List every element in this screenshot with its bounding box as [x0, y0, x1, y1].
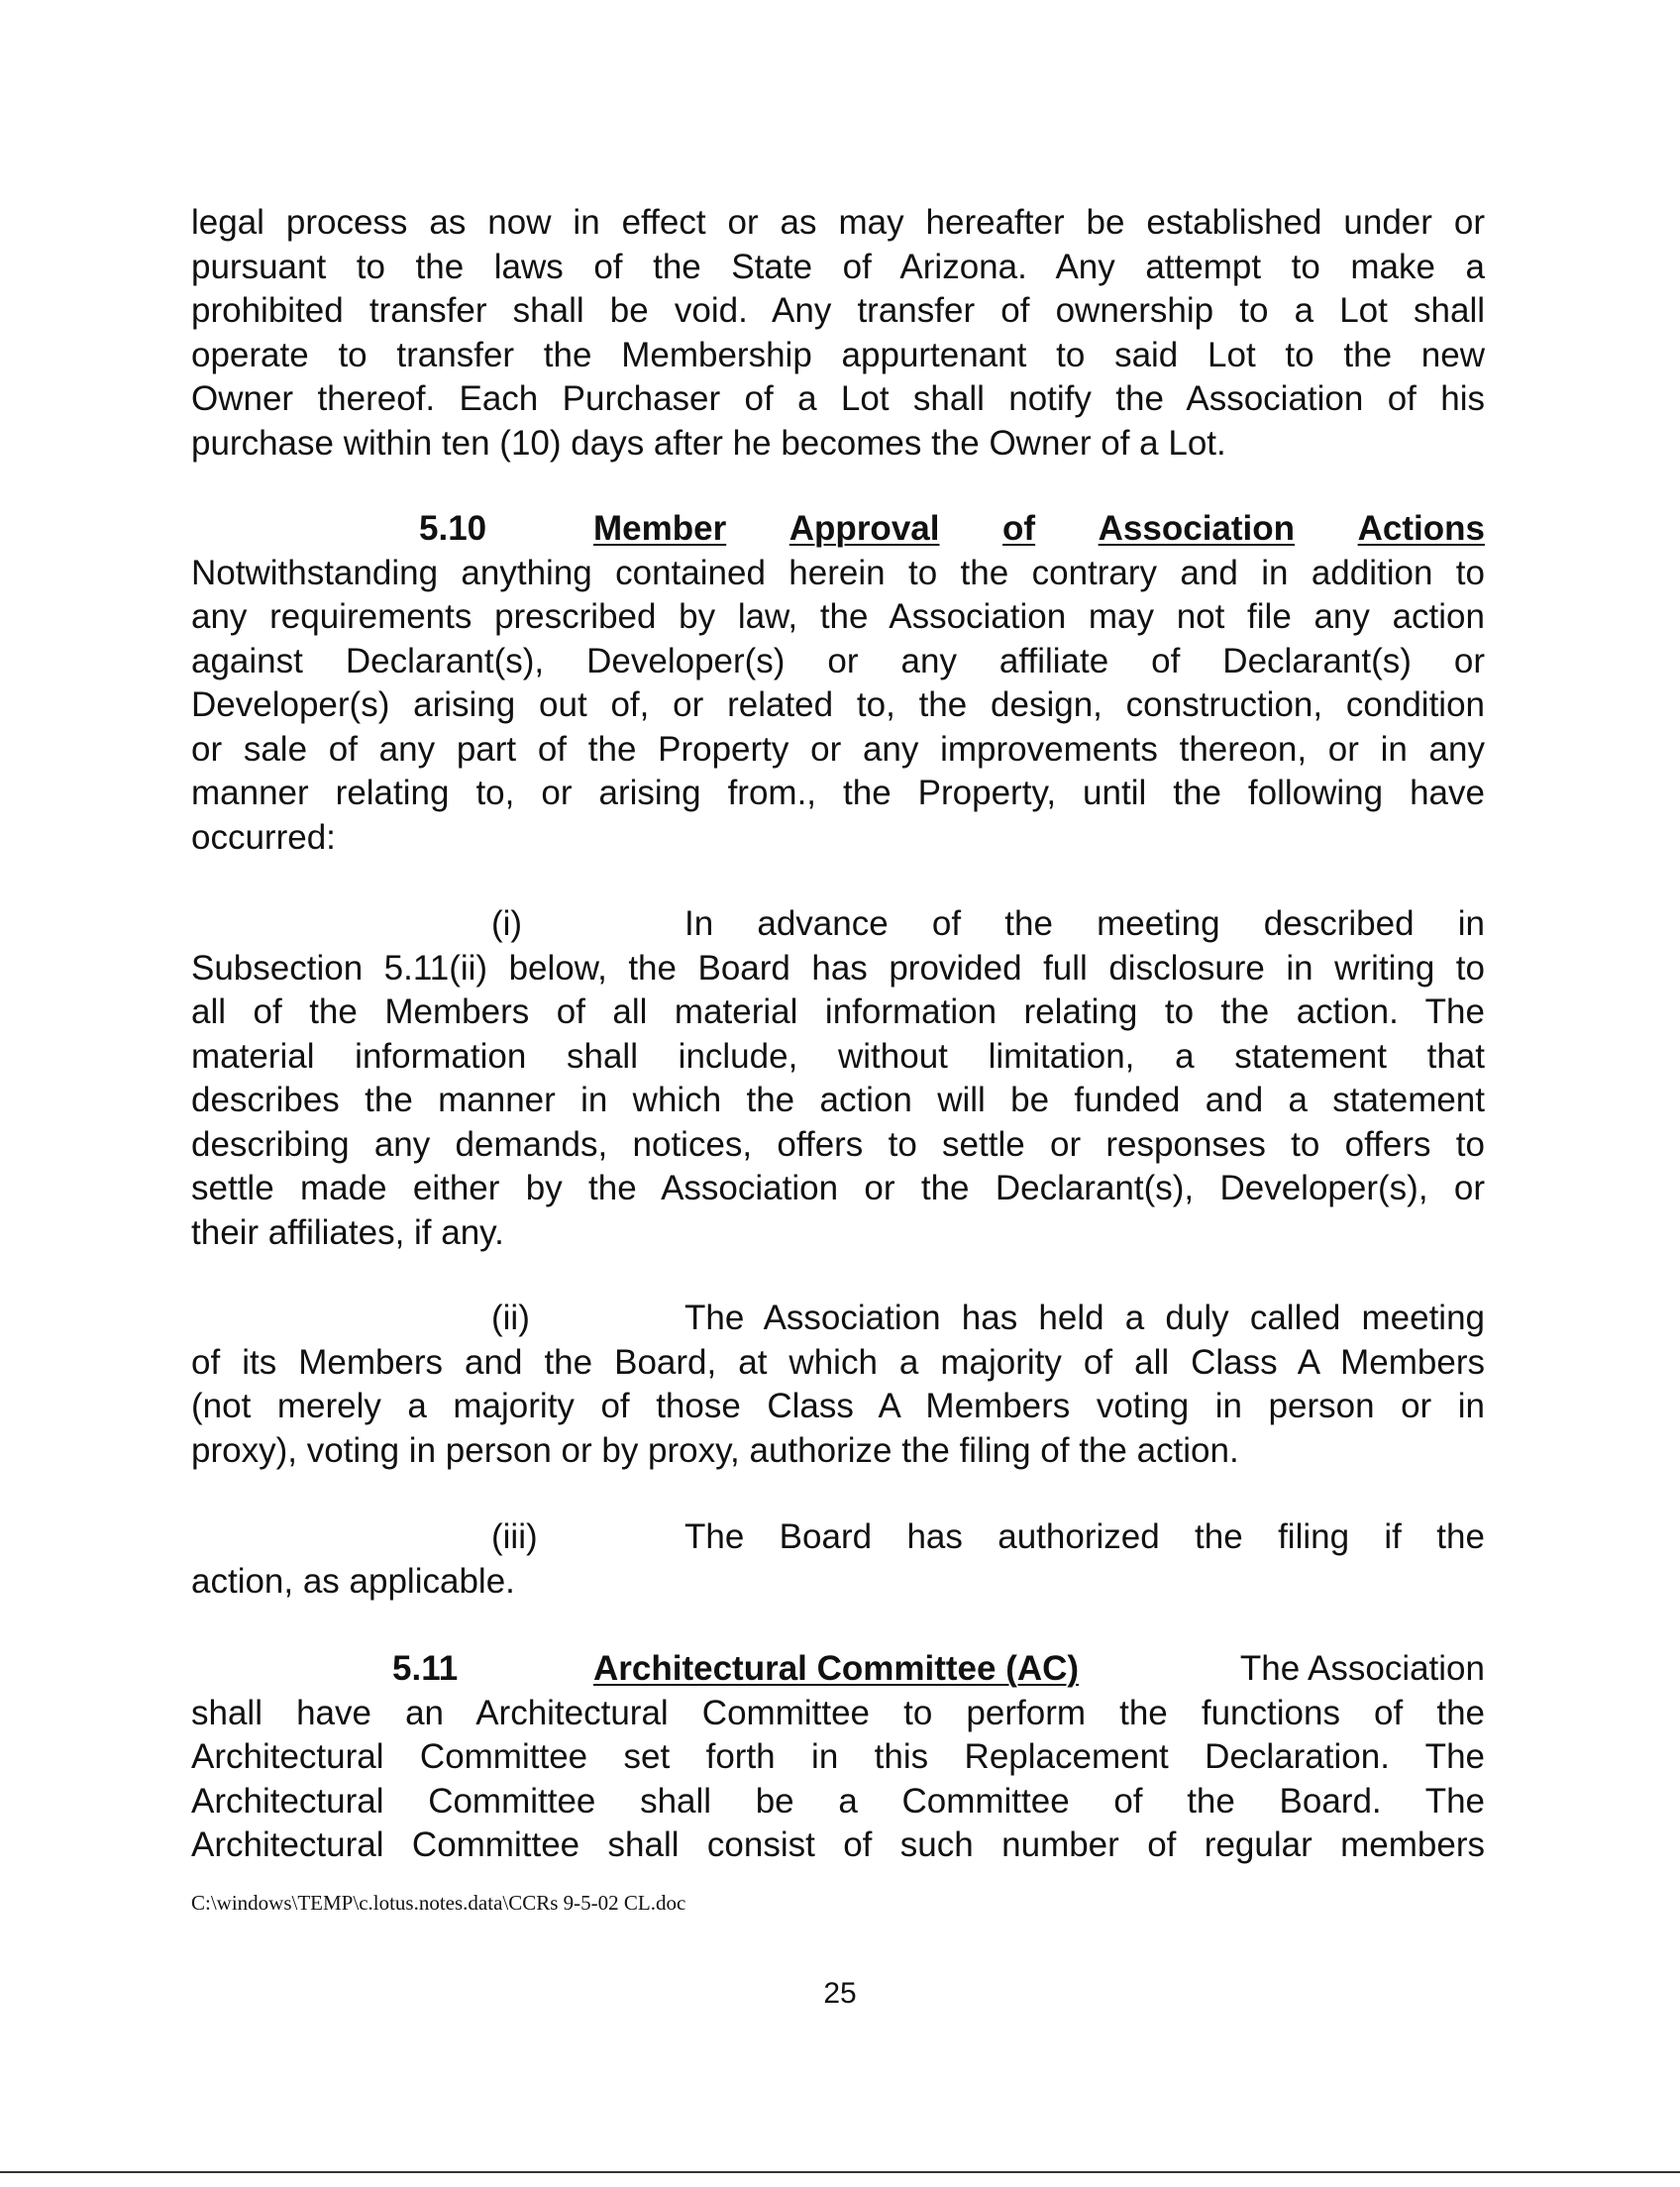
text-line: action, as applicable.	[191, 1561, 515, 1601]
section-title: Architectural Committee (AC)	[593, 1649, 1080, 1688]
word: the	[1195, 1517, 1243, 1556]
word: in	[1457, 904, 1485, 943]
text-line: Subsection 5.11(ii) below, the Board has provided full disclosure in writing to	[191, 948, 1485, 988]
word: advance	[757, 904, 889, 943]
word: filing	[1278, 1517, 1350, 1556]
text-line: Owner thereof. Each Purchaser of a Lot shall notify the Association of his	[191, 379, 1485, 418]
text-line: Developer(s) arising out of, or related to, the design, construction, condition	[191, 685, 1485, 724]
intro-paragraph	[191, 201, 1485, 466]
word: authorized	[998, 1517, 1160, 1556]
footer-file-path: C:\windows\TEMP\c.lotus.notes.data\CCRs 9-5-02 CL.doc	[191, 1891, 686, 1915]
word: In	[684, 904, 714, 943]
section-title-word: Member	[593, 509, 727, 548]
word: if	[1384, 1517, 1402, 1556]
text-line: proxy), voting in person or by proxy, authorize the filing of the action.	[191, 1430, 1239, 1470]
section-heading-text	[593, 1647, 1485, 1692]
section-5-11	[191, 1647, 1485, 1868]
text-line: any requirements prescribed by law, the Association may not file any action	[191, 597, 1485, 636]
text-line: all of the Members of all material information relating to the action. The	[191, 992, 1485, 1031]
section-number: 5.11	[392, 1649, 459, 1688]
text-line: or sale of any part of the Property or any improvements thereon, or in any	[191, 729, 1485, 769]
text-line: Architectural Committee set forth in this Replacement Declaration. The	[191, 1737, 1485, 1776]
text-line: shall have an Architectural Committee to perform the functions of the	[191, 1693, 1485, 1732]
subsection-first-text	[684, 902, 1485, 947]
text-line: Architectural Committee shall consist of such number of regular members	[191, 1825, 1485, 1864]
section-5-10	[191, 507, 1485, 860]
subsection-i	[191, 902, 1485, 1255]
word: the	[1004, 904, 1053, 943]
text-line: of its Members and the Board, at which a majority of all Class A Members	[191, 1342, 1485, 1382]
text-line: occurred:	[191, 817, 336, 857]
section-heading-tail: The Association	[1239, 1649, 1485, 1688]
text-line: Notwithstanding anything contained herein to the contrary and in addition to	[191, 553, 1485, 592]
word: the	[1436, 1517, 1485, 1556]
word: Board	[779, 1517, 873, 1556]
subsection-first-line	[191, 1297, 1485, 1341]
text-line: settle made either by the Association or the Declarant(s), Developer(s), or	[191, 1169, 1485, 1207]
text-line: describes the manner in which the action will be funded and a statement	[191, 1081, 1485, 1119]
text-line: operate to transfer the Membership appurtenant to said Lot to the new	[191, 335, 1485, 374]
section-heading	[191, 507, 1485, 552]
section-number: 5.10	[419, 509, 487, 548]
subsection-ii	[191, 1297, 1485, 1473]
text-line: pursuant to the laws of the State of Arizona. Any attempt to make a	[191, 247, 1485, 286]
section-title-word: Approval	[788, 509, 940, 548]
subsection-first-line	[191, 902, 1485, 947]
subsection-label: (iii)	[491, 1517, 538, 1556]
subsection-first-text: The Association has held a duly called meeting	[684, 1299, 1485, 1337]
subsection-iii	[191, 1515, 1485, 1604]
section-title-word: of	[1002, 509, 1036, 548]
word: meeting	[1097, 904, 1220, 943]
text-line: (not merely a majority of those Class A Members voting in person or in	[191, 1387, 1485, 1425]
text-line: manner relating to, or arising from., the Property, until the following have	[191, 774, 1485, 812]
word: has	[906, 1517, 963, 1556]
section-title-word: Association	[1098, 509, 1296, 548]
text-line: Architectural Committee shall be a Committee of the Board. The	[191, 1781, 1485, 1821]
text-line: against Declarant(s), Developer(s) or any affiliate of Declarant(s) or	[191, 641, 1485, 680]
text-line: describing any demands, notices, offers to settle or responses to offers to	[191, 1124, 1485, 1164]
section-title-word: Actions	[1357, 509, 1485, 548]
text-line: their affiliates, if any.	[191, 1212, 504, 1252]
subsection-first-line	[191, 1515, 1485, 1560]
word: The	[684, 1517, 745, 1556]
subsection-first-text	[684, 1515, 1485, 1560]
word: of	[931, 904, 962, 943]
text-line: prohibited transfer shall be void. Any transfer of ownership to a Lot shall	[191, 291, 1485, 330]
subsection-label: (ii)	[491, 1299, 530, 1337]
section-heading	[191, 1647, 1485, 1692]
bottom-divider	[0, 2171, 1680, 2173]
text-line: material information shall include, without limitation, a statement that	[191, 1036, 1485, 1076]
page-number: 25	[823, 1977, 857, 2010]
text-line: legal process as now in effect or as may hereafter be established under or	[191, 203, 1485, 242]
word: described	[1263, 904, 1415, 943]
section-title	[593, 507, 1485, 552]
text-line: purchase within ten (10) days after he becomes the Owner of a Lot.	[191, 423, 1226, 463]
subsection-label: (i)	[491, 904, 523, 943]
